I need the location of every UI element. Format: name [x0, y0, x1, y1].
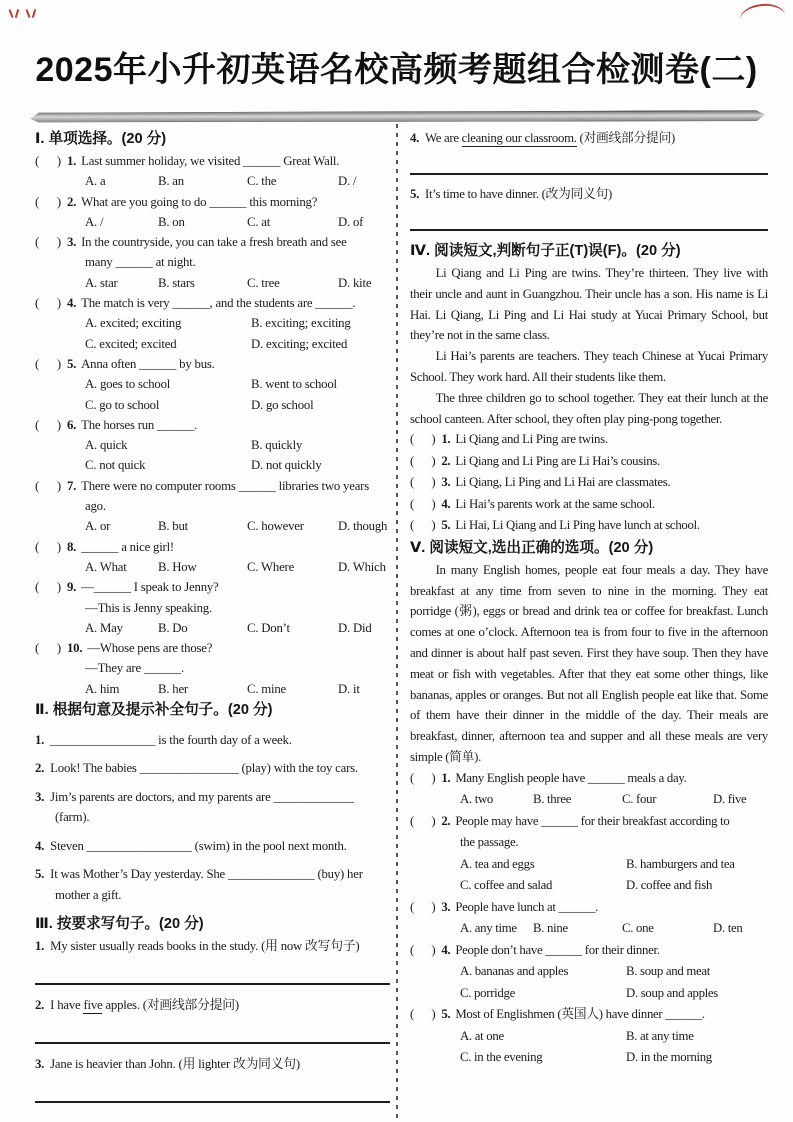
option: A. excited; exciting	[85, 316, 182, 331]
item-text: _________________ is the fourth day of a week.	[50, 733, 292, 748]
option: A. May	[85, 620, 123, 635]
left-column	[35, 128, 392, 1113]
fill-in-item	[35, 730, 392, 751]
red-pen-mark-left	[10, 7, 50, 23]
answer-bracket: ( )	[410, 899, 436, 914]
question-number: 2.	[441, 453, 451, 468]
mcq-question	[35, 476, 392, 537]
answer-bracket: ( )	[410, 770, 436, 785]
item-number: 3.	[35, 789, 45, 804]
question-text: The match is very ______, and the students are ______.	[81, 296, 356, 311]
options-row	[35, 212, 392, 232]
question-number: 1.	[441, 770, 451, 785]
answer-line	[410, 173, 768, 175]
option: D. it	[338, 681, 360, 696]
question-number: 3.	[441, 899, 451, 914]
question-number: 7.	[66, 478, 77, 493]
options-row	[35, 618, 392, 638]
option: D. kite	[338, 275, 372, 290]
answer-bracket: ( )	[410, 475, 436, 490]
option: D. Which	[338, 559, 386, 574]
option: A. or	[85, 519, 111, 534]
answer-bracket: ( )	[35, 154, 61, 168]
question-number: 3.	[441, 475, 451, 490]
item-text: My sister usually reads books in the study. (用 now 改写句子)	[50, 939, 360, 954]
question-text: The horses run ______.	[81, 417, 198, 432]
option: C. excited; excited	[85, 336, 177, 351]
mcq-question	[410, 940, 768, 1005]
answer-line	[410, 229, 768, 231]
option: D. go school	[251, 397, 314, 412]
option: A. goes to school	[85, 377, 171, 392]
item-text-continued: (farm).	[55, 810, 90, 825]
question-number: 2.	[66, 194, 77, 209]
options-row	[35, 374, 392, 415]
answer-bracket: ( )	[35, 296, 61, 311]
item-number: 2.	[35, 761, 45, 776]
option: D. exciting; excited	[251, 336, 348, 351]
mcq-question	[410, 897, 768, 940]
underlined-text: five	[83, 998, 103, 1013]
item-text: Look! The babies ________________ (play) with the toy cars.	[50, 761, 358, 776]
question-text: Li Qiang, Li Ping and Li Hai are classmates.	[455, 475, 671, 490]
section-heading: Ⅴ. 阅读短文,选出正确的选项。(20 分)	[410, 539, 654, 556]
question-number: 5.	[441, 518, 451, 533]
answer-bracket: ( )	[35, 194, 61, 209]
options-row	[410, 854, 768, 897]
item-number: 4.	[35, 838, 45, 853]
options-row	[35, 273, 392, 293]
question-number: 6.	[66, 417, 77, 432]
options-row	[410, 961, 768, 1004]
question-text: Most of Englishmen (英国人) have dinner ______.	[455, 1007, 705, 1022]
mcq-question	[35, 638, 392, 699]
option: C. Where	[247, 559, 295, 574]
option: D. /	[338, 174, 357, 189]
option: D. of	[338, 214, 364, 229]
option: C. however	[247, 519, 304, 534]
options-row	[35, 557, 392, 577]
answer-bracket: ( )	[410, 453, 436, 468]
reading-mcq-list	[410, 768, 768, 1069]
option: D. soup and apples	[626, 985, 718, 1000]
item-text: I have	[50, 998, 84, 1013]
mcq-question	[410, 811, 768, 897]
section-heading: Ⅰ. 单项选择。(20 分)	[35, 131, 167, 147]
item-number: 4.	[410, 131, 419, 145]
true-false-list	[410, 429, 768, 537]
option: A. tea and eggs	[460, 856, 535, 871]
option: D. Did	[338, 620, 372, 635]
option: D. coffee and fish	[626, 878, 713, 893]
question-text-continued: the passage.	[460, 835, 519, 850]
option: B. three	[533, 792, 572, 807]
item-number: 2.	[35, 998, 45, 1013]
option: A. two	[460, 792, 494, 807]
question-text: —______ I speak to Jenny?	[81, 580, 219, 595]
question-text: Many English people have ______ meals a day.	[455, 770, 687, 785]
mcq-question	[410, 1004, 768, 1069]
options-row	[410, 789, 768, 811]
option: A. him	[85, 681, 120, 696]
answer-bracket: ( )	[410, 1007, 436, 1022]
answer-bracket: ( )	[410, 518, 436, 533]
option: C. at	[247, 214, 271, 229]
options-row	[410, 918, 768, 940]
answer-bracket: ( )	[35, 417, 61, 432]
fill-in-item	[35, 758, 392, 779]
question-text: There were no computer rooms ______ libraries two years	[81, 478, 369, 493]
item-number: 1.	[35, 939, 45, 954]
mcq-question	[410, 472, 768, 494]
mcq-question	[410, 494, 768, 516]
section-heading: Ⅱ. 根据句意及提示补全句子。(20 分)	[35, 702, 273, 719]
question-text: People have lunch at ______.	[455, 899, 598, 914]
fill-in-item	[35, 787, 392, 829]
mcq-question	[35, 577, 392, 638]
answer-line	[35, 1042, 390, 1044]
option: D. though	[338, 519, 388, 534]
question-number: 4.	[66, 296, 77, 311]
answer-line	[35, 983, 390, 985]
mcq-question	[35, 232, 392, 293]
option: D. in the morning	[626, 1050, 712, 1065]
option: D. not quickly	[251, 458, 322, 473]
question-number: 4.	[441, 942, 451, 957]
question-text-continued: —They are ______.	[85, 661, 184, 676]
option: D. five	[713, 792, 747, 807]
question-number: 9.	[66, 580, 77, 595]
question-number: 4.	[441, 496, 451, 511]
question-text: ______ a nice girl!	[81, 539, 174, 554]
option: C. Don’t	[247, 620, 290, 635]
question-number: 10.	[66, 641, 83, 656]
option: D. ten	[713, 921, 743, 936]
option: A. /	[85, 214, 104, 229]
option: A. a	[85, 174, 106, 189]
option: B. on	[158, 214, 185, 229]
rewrite-item	[35, 1054, 392, 1075]
fill-in-item	[35, 836, 392, 857]
question-number: 5.	[66, 356, 77, 371]
mcq-question	[35, 293, 392, 354]
rewrite-item	[35, 995, 392, 1016]
option: B. soup and meat	[626, 964, 711, 979]
title-rule	[30, 110, 765, 123]
rewrite-item	[410, 128, 768, 149]
question-text: Last summer holiday, we visited ______ Great Wall.	[81, 154, 340, 168]
question-number: 1.	[66, 154, 77, 168]
passage-paragraph: The three children go to school together. They eat their lunch at the school canteen. After school, they often play ping-pong together.	[410, 390, 768, 426]
mcq-question	[410, 429, 768, 451]
question-text: Li Hai, Li Qiang and Li Ping have lunch at school.	[455, 518, 700, 533]
answer-bracket: ( )	[35, 356, 61, 371]
red-pen-mark-right	[738, 2, 785, 23]
question-text: Li Hai’s parents work at the same school.	[455, 496, 655, 511]
option: C. the	[247, 174, 277, 189]
rewrite-item	[410, 184, 768, 205]
mcq-question	[35, 415, 392, 476]
item-number: 5.	[35, 867, 45, 881]
mcq-question	[35, 537, 392, 578]
question-text: —Whose pens are those?	[87, 641, 213, 656]
option: C. four	[622, 792, 657, 807]
question-text-continued: ago.	[85, 499, 106, 514]
answer-bracket: ( )	[410, 432, 436, 447]
answer-bracket: ( )	[410, 496, 436, 511]
item-text: Jim’s parents are doctors, and my parents are _____________	[50, 789, 354, 804]
item-number: 3.	[35, 1057, 45, 1072]
option: A. quick	[85, 438, 128, 453]
option: B. at any time	[626, 1028, 694, 1043]
passage-paragraph: Li Hai’s parents are teachers. They teach Chinese at Yucai Primary School. They work hard. All their students like them.	[410, 349, 768, 384]
mcq-question	[35, 151, 392, 192]
passage-paragraph: In many English homes, people eat four meals a day. They have breakfast at any time from seven to nine in the morning. They eat porridge (粥), eggs or bread and drink tea or coffee for breakfast. Lunch comes at one o’clock. Afternoon tea is from four to five in the afternoon and dinner is about half past seven. First they have soup. Then they have meat or fish with vegetables. After that they eat some other things, like bananas, apples or oranges. But not all English people eat like that. Some of them have their dinner in the middle of the day. Their meals are breakfast, dinner, afternoon tea and supper and all these meals are very simple (简单).	[410, 562, 768, 765]
fill-in-item	[35, 864, 392, 906]
question-text: What are you going to do ______ this morning?	[81, 194, 318, 209]
option: A. any time	[460, 921, 517, 936]
item-number: 5.	[410, 187, 419, 201]
option: C. porridge	[460, 985, 515, 1000]
answer-bracket: ( )	[35, 641, 61, 656]
item-text: It was Mother’s Day yesterday. She ______________ (buy) her	[50, 867, 363, 881]
option: C. mine	[247, 681, 286, 696]
options-row	[35, 679, 392, 699]
option: B. stars	[158, 275, 195, 290]
underlined-text: cleaning our classroom.	[461, 131, 577, 145]
answer-bracket: ( )	[410, 813, 436, 828]
section-heading: Ⅲ. 按要求写句子。(20 分)	[35, 916, 204, 933]
mcq-question	[35, 192, 392, 233]
option: B. nine	[533, 921, 568, 936]
item-text-continued: mother a gift.	[55, 887, 122, 902]
item-text: Steven _________________ (swim) in the pool next month.	[50, 838, 347, 853]
options-row	[410, 1026, 768, 1069]
option: C. tree	[247, 275, 280, 290]
question-number: 8.	[66, 539, 77, 554]
question-number: 3.	[66, 235, 77, 250]
option: B. Do	[158, 620, 188, 635]
answer-bracket: ( )	[35, 235, 61, 250]
options-row	[35, 171, 392, 191]
question-number: 5.	[441, 1007, 451, 1022]
options-row	[35, 516, 392, 536]
question-number: 1.	[441, 432, 451, 447]
rewrite-item	[35, 936, 392, 957]
option: B. quickly	[251, 438, 303, 453]
question-text: In the countryside, you can take a fresh breath and see	[81, 235, 347, 250]
question-text: Anna often ______ by bus.	[81, 356, 215, 371]
answer-line	[35, 1101, 390, 1103]
option: A. at one	[460, 1028, 504, 1043]
item-text: apples. (对画线部分提问)	[102, 998, 239, 1013]
item-text: (对画线部分提问)	[576, 131, 675, 145]
right-column	[410, 128, 768, 1069]
answer-bracket: ( )	[410, 942, 436, 957]
answer-bracket: ( )	[35, 539, 61, 554]
item-text: It’s time to have dinner. (改为同义句)	[425, 187, 612, 201]
question-text: People may have ______ for their breakfast according to	[455, 813, 730, 828]
option: C. one	[622, 921, 654, 936]
item-text: We are	[425, 131, 462, 145]
answer-bracket: ( )	[35, 478, 61, 493]
question-text-continued: —This is Jenny speaking.	[85, 600, 212, 615]
question-text-continued: many ______ at night.	[85, 255, 196, 270]
option: B. an	[158, 174, 184, 189]
option: B. exciting; exciting	[251, 316, 351, 331]
page-title: 2025年小升初英语名校高频考题组合检测卷(二)	[35, 51, 758, 89]
option: A. star	[85, 275, 118, 290]
option: B. but	[158, 519, 188, 534]
mcq-question	[410, 451, 768, 473]
question-text: People don’t have ______ for their dinner.	[455, 942, 660, 957]
answer-bracket: ( )	[35, 580, 61, 595]
item-number: 1.	[35, 733, 45, 748]
column-divider	[396, 124, 398, 1122]
section-heading: Ⅳ. 阅读短文,判断句子正(T)误(F)。(20 分)	[410, 243, 681, 259]
options-row	[35, 435, 392, 476]
mcq-question	[410, 515, 768, 537]
option: B. went to school	[251, 377, 337, 392]
question-text: Li Qiang and Li Ping are twins.	[455, 432, 608, 447]
item-text: Jane is heavier than John. (用 lighter 改为同义句)	[50, 1057, 300, 1072]
option: A. What	[85, 559, 127, 574]
option: B. her	[158, 681, 188, 696]
passage-paragraph: Li Qiang and Li Ping are twins. They’re thirteen. They live with their uncle and aunt in Guangzhou. Their uncle has a son. His name is Li Hai. Li Qiang, Li Ping and Li Hai study at Yucai Primary School, but they’re not in the same class.	[410, 266, 768, 343]
option: B. How	[158, 559, 197, 574]
mcq-question	[35, 354, 392, 415]
option: C. go to school	[85, 397, 160, 412]
option: A. bananas and apples	[460, 964, 569, 979]
option: C. coffee and salad	[460, 878, 553, 893]
mcq-question	[410, 768, 768, 811]
option: C. in the evening	[460, 1050, 543, 1065]
question-text: Li Qiang and Li Ping are Li Hai’s cousins.	[455, 453, 660, 468]
options-row	[35, 313, 392, 354]
option: B. hamburgers and tea	[626, 856, 735, 871]
option: C. not quick	[85, 458, 146, 473]
question-number: 2.	[441, 813, 451, 828]
